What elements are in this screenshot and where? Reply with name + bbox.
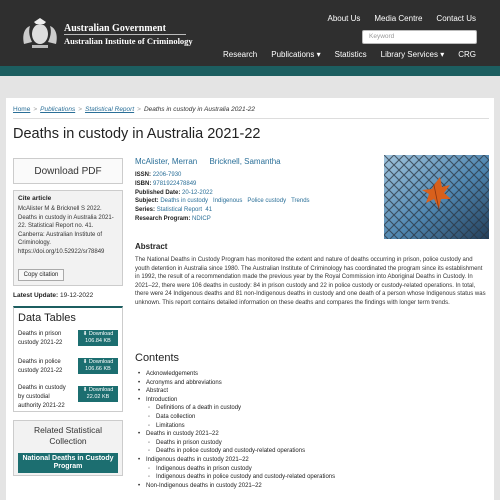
about-us-link[interactable]: About Us [327,14,361,23]
subject-label: Subject: [135,198,159,205]
download-table-button[interactable] [78,386,118,402]
breadcrumb-home[interactable]: Home [13,106,31,113]
file-size: 106.66 KB [85,366,111,372]
toc-item[interactable]: • Indigenous deaths in custody 2021–22 [138,456,335,465]
download-icon: ⬇ [82,331,88,337]
copy-citation-button[interactable]: Copy citation [18,269,64,281]
toc-subitem[interactable]: ◦ Indigenous deaths in police custody and custody-related operations [148,473,335,482]
toc-item[interactable]: • Acknowledgements [138,370,335,379]
cite-article-box [13,190,123,286]
breadcrumb-divider [13,118,489,119]
data-table-row [18,330,118,360]
cite-title: Cite article [18,195,52,202]
abstract-text: The National Deaths in Custody Program has monitored the extent and nature of deaths occurring in prison, police custody and youth detention in Australia since 1980. The Australian Institute of Criminology has coordinated the program since its establishment in 1992, the result of a recommendation made the previous year by the Royal Commission into Aboriginal Deaths in Custody. In 2021–22, there were 106 deaths in custody: 84 in prison custody and 22 in police custody or custody-related operations. In total, there were 24 Indigenous deaths and 81 non-Indigenous deaths in custody and one death of a person whose Indigenous status was unknown. This report contains detailed information on these deaths and compares the findings with longer term trends. [135,257,486,306]
breadcrumb-current: Deaths in custody in Australia 2021-22 [143,106,255,113]
publication-metadata [135,171,375,224]
main-nav [223,50,476,59]
related-collection-title: Related Statistical Collection [33,425,103,446]
data-table-label: Deaths in prison custody 2021-22 [18,331,63,346]
subject-link[interactable]: Trends [291,198,310,205]
hero-image [384,155,489,239]
program-row [135,215,375,224]
isbn-row [135,180,375,189]
author-link[interactable]: Bricknell, Samantha [209,157,281,166]
subject-link[interactable]: Police custody [247,198,287,205]
published-row [135,189,375,198]
author-link[interactable]: McAlister, Merran [135,157,198,166]
issn-value[interactable]: 2206-7930 [152,172,182,178]
issn-label: ISSN: [135,172,152,178]
header-accent-band [0,66,500,76]
series-row [135,206,375,215]
toc-subitem[interactable]: ◦ Deaths in prison custody [148,439,335,448]
media-centre-link[interactable]: Media Centre [374,14,423,23]
breadcrumb-separator: > [137,106,141,113]
search-input[interactable]: Keyword [362,30,477,44]
issn-row [135,171,375,180]
breadcrumb [13,106,255,113]
program-link[interactable]: NDICP [192,215,211,222]
nav-publications[interactable]: Publications ▾ [271,50,321,59]
published-value: 20-12-2022 [182,189,213,196]
citation-text: McAlister M & Bricknell S 2022. Deaths in custody in Australia 2021-22. Statistical Report no. 41. Canberra: Australian Institute of Criminology. https://doi.org/10.52922/sr78849 [18,206,114,255]
abstract-heading: Abstract [135,242,168,251]
table-of-contents [138,370,335,490]
download-icon: ⬇ [82,359,88,365]
download-table-button[interactable] [78,330,118,346]
toc-item[interactable]: • Introduction [138,396,335,405]
file-size: 22.02 KB [86,394,110,400]
ndicp-button[interactable]: National Deaths in Custody Program [18,453,118,473]
download-icon: ⬇ [82,387,88,393]
nav-crg[interactable]: CRG [458,50,476,59]
download-pdf-button[interactable]: Download PDF [13,158,123,184]
coat-of-arms-icon [18,16,62,50]
breadcrumb-statistical-report[interactable]: Statistical Report [85,106,135,113]
toc-subitem[interactable]: ◦ Definitions of a death in custody [148,404,335,413]
program-label: Research Program: [135,215,191,222]
isbn-label: ISBN: [135,180,152,187]
data-table-label: Deaths in police custody 2021-22 [18,359,63,374]
breadcrumb-publications[interactable]: Publications [40,106,76,113]
logo-divider [64,34,186,35]
content-panel [6,98,494,500]
data-tables-title: Data Tables [18,312,76,324]
latest-update-value: 19-12-2022 [59,292,94,299]
toc-subitem[interactable]: ◦ Deaths in police custody and custody-related operations [148,447,335,456]
series-label: Series: [135,207,156,214]
contents-heading: Contents [135,352,180,364]
toc-item[interactable]: • Abstract [138,387,335,396]
data-table-row [18,384,118,414]
toc-item[interactable]: • Acronyms and abbreviations [138,379,335,388]
subject-link[interactable]: Deaths in custody [160,198,209,205]
related-collection-box [13,420,123,476]
breadcrumb-separator: > [33,106,38,113]
toc-item[interactable]: • Deaths in custody 2021–22 [138,430,335,439]
isbn-value[interactable]: 9781922478849 [153,180,197,187]
toc-subitem[interactable]: ◦ Data collection [148,413,335,422]
subject-row [135,197,375,206]
site-header [0,0,500,66]
data-table-label: Deaths in custody by custodial authority 2021-22 [18,385,66,409]
site-logo[interactable] [18,16,193,52]
authors [135,157,291,166]
latest-update [13,292,93,299]
toc-subitem[interactable]: ◦ Indigenous deaths in prison custody [148,465,335,474]
download-label: Download [88,331,114,337]
subject-link[interactable]: Indigenous [213,198,243,205]
nav-library-services[interactable]: Library Services ▾ [380,50,445,59]
series-link[interactable]: Statistical Report 41 [156,207,213,214]
file-size: 106.84 KB [85,338,111,344]
page-title: Deaths in custody in Australia 2021-22 [13,126,261,142]
latest-update-label: Latest Update: [13,292,59,299]
nav-research[interactable]: Research [222,50,258,59]
aic-name: Australian Institute of Criminology [64,36,193,46]
utility-nav [327,14,476,23]
breadcrumb-separator: > [78,106,82,113]
download-label: Download [88,387,114,393]
download-label: Download [88,359,114,365]
nav-statistics[interactable]: Statistics [334,50,367,59]
data-tables-box [13,306,123,412]
gov-name: Australian Government [64,23,166,34]
contact-us-link[interactable]: Contact Us [436,14,476,23]
toc-subitem[interactable]: ◦ Limitations [148,422,335,431]
toc-item[interactable]: • Non-Indigenous deaths in custody 2021–22 [138,482,335,491]
download-table-button[interactable] [78,358,118,374]
published-label: Published Date: [135,189,181,196]
